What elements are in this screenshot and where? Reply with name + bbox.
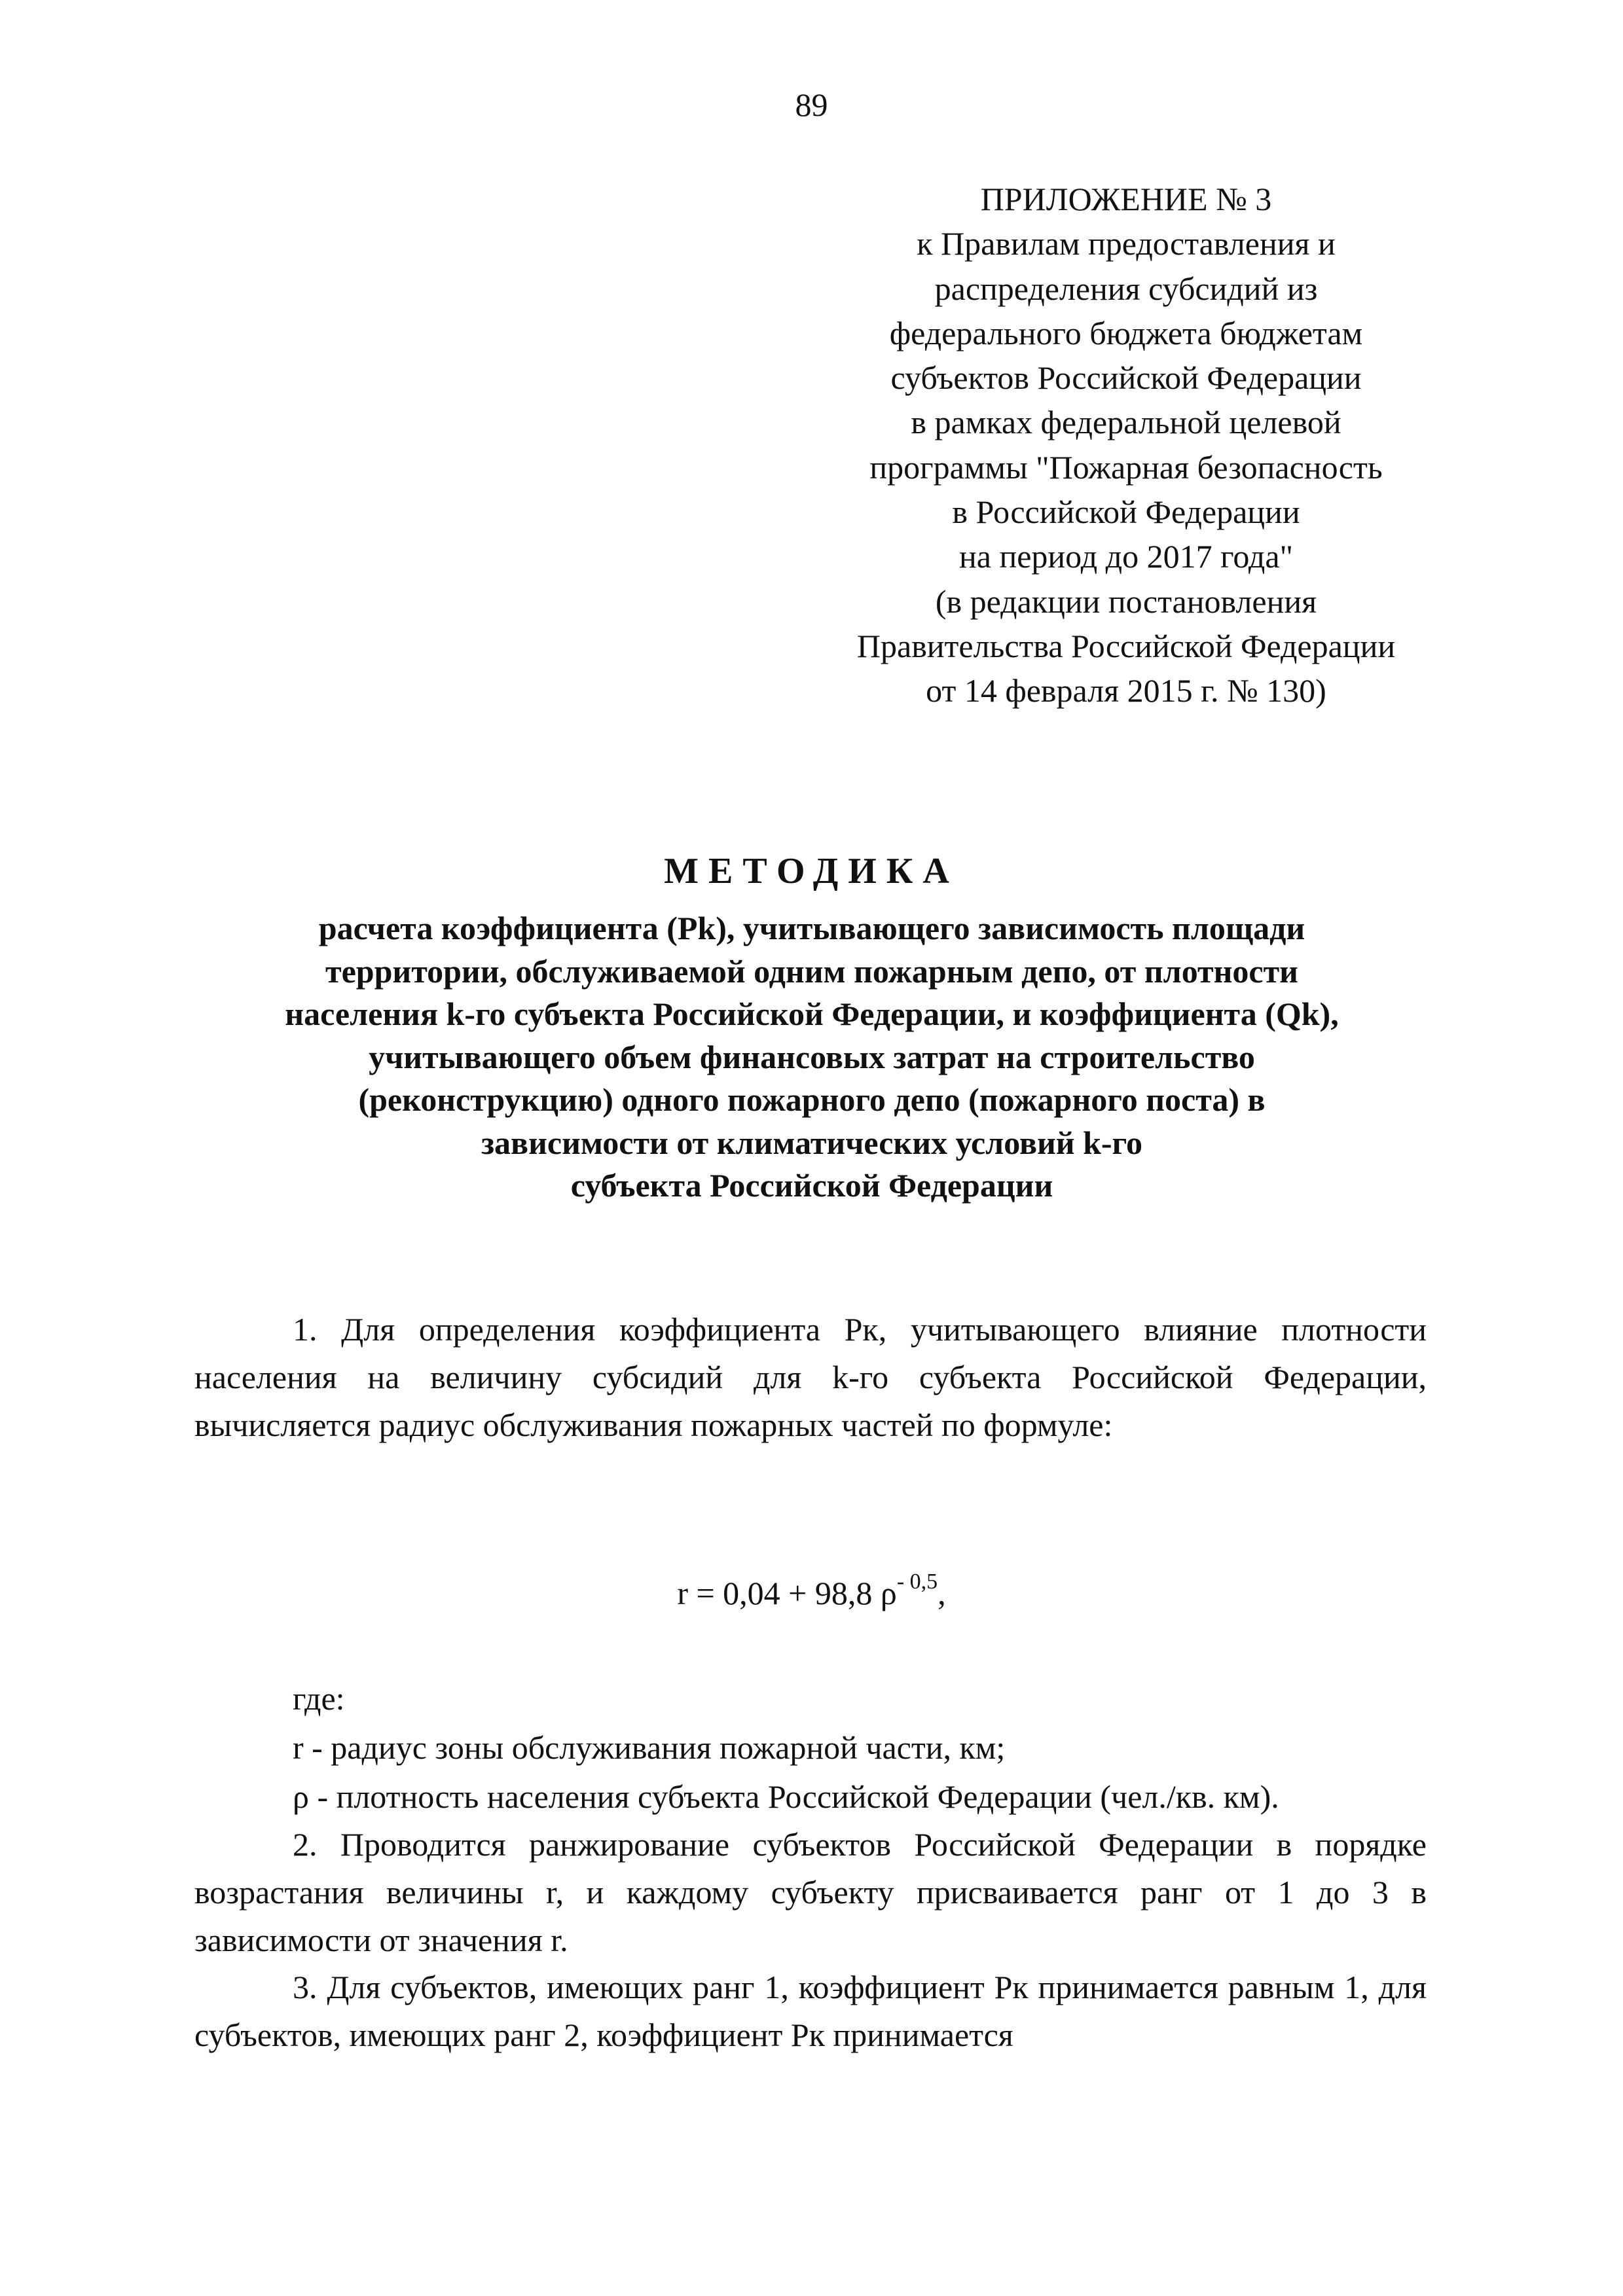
appendix-line: субъектов Российской Федерации bbox=[890, 359, 1362, 397]
subtitle-line: субъекта Российской Федерации bbox=[570, 1167, 1053, 1204]
formula-suffix: , bbox=[938, 1575, 946, 1611]
appendix-header bbox=[753, 177, 1499, 713]
appendix-line: от 14 февраля 2015 г. № 130) bbox=[926, 672, 1326, 709]
paragraph-1: 1. Для определения коэффициента Pк, учитывающего влияние плотности населения на величину субсидий для k-го субъекта Российской Федерации, вычисляется радиус обслуживания пожарных частей по формуле: bbox=[194, 1311, 1427, 1443]
formula-base: r = 0,04 + 98,8 ρ bbox=[677, 1575, 897, 1611]
radius-formula bbox=[0, 1559, 1623, 1616]
subtitle-line: (реконструкцию) одного пожарного депо (пожарного поста) в bbox=[358, 1081, 1266, 1118]
paragraph-2: 2. Проводится ранжирование субъектов Российской Федерации в порядке возрастания величины r, и каждому субъекту присваивается ранг от 1 до 3 в зависимости от значения r. bbox=[194, 1826, 1427, 1958]
where-label: где: bbox=[293, 1680, 345, 1717]
subtitle-line: расчета коэффициента (Pk), учитывающего зависимость площади bbox=[318, 910, 1305, 946]
appendix-line: в Российской Федерации bbox=[952, 493, 1300, 531]
formula-exponent: - 0,5 bbox=[896, 1570, 938, 1594]
page-number: 89 bbox=[795, 86, 828, 123]
appendix-line: на период до 2017 года" bbox=[959, 538, 1293, 575]
method-title: МЕТОДИКА bbox=[664, 851, 959, 891]
subtitle-line: территории, обслуживаемой одним пожарным депо, от плотности bbox=[325, 952, 1298, 990]
subtitle-line: зависимости от климатических условий k-го bbox=[481, 1124, 1143, 1161]
appendix-line: в рамках федеральной целевой bbox=[911, 404, 1341, 441]
appendix-line: к Правилам предоставления и bbox=[917, 225, 1336, 262]
paragraph-3: 3. Для субъектов, имеющих ранг 1, коэффициент Pк принимается равным 1, для субъектов, имеющих ранг 2, коэффициент Pк принимается bbox=[194, 1969, 1427, 2053]
formula-legend bbox=[194, 1674, 1427, 1821]
appendix-line: ПРИЛОЖЕНИЕ № 3 bbox=[980, 181, 1272, 217]
where-r-definition: r - радиус зоны обслуживания пожарной части, км; bbox=[293, 1729, 1006, 1766]
appendix-line: программы "Пожарная безопасность bbox=[869, 448, 1383, 486]
appendix-line: Правительства Российской Федерации bbox=[856, 627, 1396, 664]
subtitle-line: учитывающего объем финансовых затрат на строительство bbox=[369, 1038, 1255, 1075]
appendix-line: (в редакции постановления bbox=[935, 583, 1317, 620]
where-rho-definition: ρ - плотность населения субъекта Российской Федерации (чел./кв. км). bbox=[293, 1778, 1279, 1815]
method-subtitle bbox=[196, 907, 1427, 1208]
appendix-line: распределения субсидий из bbox=[934, 270, 1318, 307]
appendix-line: федерального бюджета бюджетам bbox=[889, 314, 1363, 351]
subtitle-line: населения k-го субъекта Российской Федерации, и коэффициента (Qk), bbox=[285, 996, 1339, 1032]
